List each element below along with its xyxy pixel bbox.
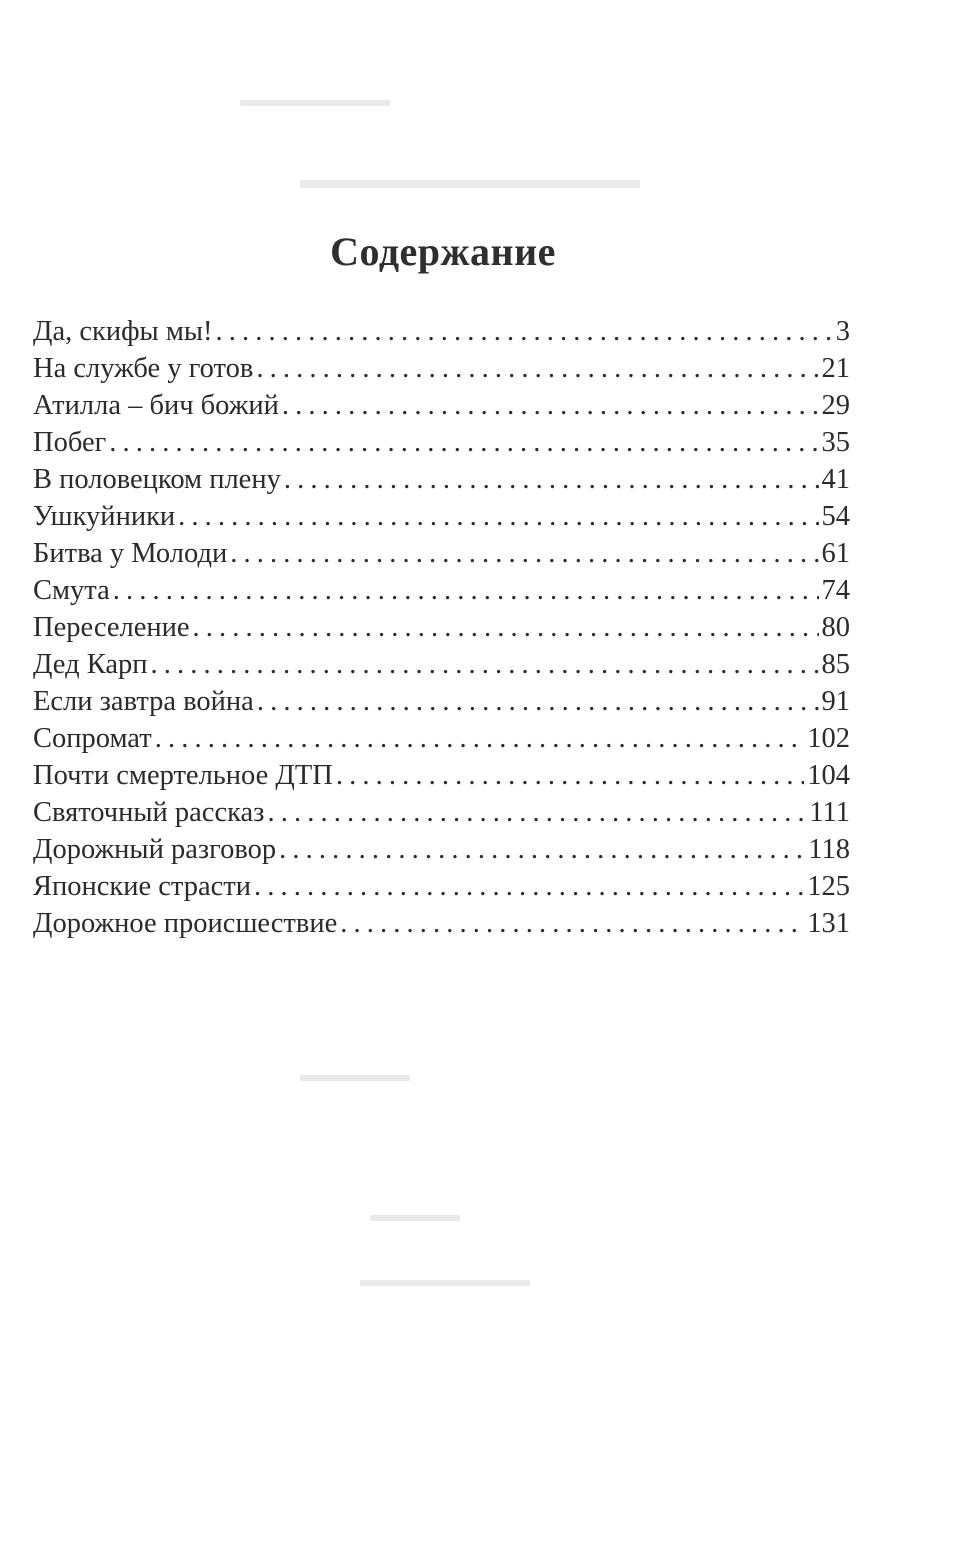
toc-entry <box>33 350 850 387</box>
toc-entry-page-number: 91 <box>821 686 850 717</box>
dot-leader <box>336 757 804 794</box>
toc-entry-page-number: 80 <box>821 612 850 643</box>
toc-entry <box>33 831 850 868</box>
toc-entry-page-number: 111 <box>809 797 850 828</box>
toc-entry-title: Дорожный разговор <box>33 834 277 865</box>
toc-entry-page-number: 74 <box>821 575 850 606</box>
toc-entry <box>33 794 850 831</box>
toc-entry <box>33 720 850 757</box>
toc-entry <box>33 905 850 942</box>
bleed-through-mark <box>300 180 640 188</box>
toc-entry <box>33 572 850 609</box>
toc-entry-page-number: 41 <box>821 464 850 495</box>
dot-leader <box>216 313 833 350</box>
dot-leader <box>282 387 819 424</box>
toc-entry-title: Дед Карп <box>33 649 148 680</box>
dot-leader <box>279 831 805 868</box>
toc-entry-title: Дорожное происшествие <box>33 908 338 939</box>
toc-entry-page-number: 131 <box>807 908 850 939</box>
toc-entry <box>33 424 850 461</box>
toc-entry-page-number: 29 <box>821 390 850 421</box>
toc-entry <box>33 535 850 572</box>
toc-entry <box>33 683 850 720</box>
toc-entry-title: Почти смертельное ДТП <box>33 760 333 791</box>
dot-leader <box>150 646 818 683</box>
toc-entry <box>33 498 850 535</box>
toc-entry <box>33 609 850 646</box>
toc-entry <box>33 646 850 683</box>
toc-entry-page-number: 104 <box>807 760 850 791</box>
toc-entry <box>33 387 850 424</box>
dot-leader <box>284 461 819 498</box>
dot-leader <box>113 572 819 609</box>
toc-entry-title: Сопромат <box>33 723 152 754</box>
toc-entry-title: Японские страсти <box>33 871 251 902</box>
toc-entry-title: Побег <box>33 427 107 458</box>
dot-leader <box>254 868 804 905</box>
toc-entry-page-number: 118 <box>808 834 850 865</box>
dot-leader <box>256 350 818 387</box>
toc-entry-title: В половецком плену <box>33 464 281 495</box>
dot-leader <box>340 905 804 942</box>
toc-entry-page-number: 21 <box>821 353 850 384</box>
dot-leader <box>267 794 806 831</box>
toc-entry-title: Битва у Молоди <box>33 538 228 569</box>
dot-leader <box>109 424 818 461</box>
dot-leader <box>257 683 819 720</box>
dot-leader <box>230 535 818 572</box>
table-of-contents <box>33 313 850 942</box>
toc-entry <box>33 461 850 498</box>
toc-entry-title: Ушкуйники <box>33 501 176 532</box>
toc-entry <box>33 757 850 794</box>
toc-entry-page-number: 35 <box>821 427 850 458</box>
toc-entry-page-number: 54 <box>821 501 850 532</box>
toc-entry-title: На службе у готов <box>33 353 254 384</box>
dot-leader <box>155 720 805 757</box>
bleed-through-mark <box>360 1280 530 1286</box>
toc-entry-page-number: 85 <box>821 649 850 680</box>
toc-entry-title: Переселение <box>33 612 190 643</box>
dot-leader <box>178 498 818 535</box>
toc-entry <box>33 313 850 350</box>
toc-entry-page-number: 102 <box>807 723 850 754</box>
dot-leader <box>193 609 819 646</box>
toc-entry-page-number: 3 <box>835 316 850 347</box>
toc-entry-title: Если завтра война <box>33 686 254 717</box>
toc-entry-page-number: 125 <box>807 871 850 902</box>
bleed-through-mark <box>300 1075 410 1081</box>
toc-entry-title: Атилла – бич божий <box>33 390 279 421</box>
toc-entry-title: Да, скифы мы! <box>33 316 213 347</box>
page-title: Содержание <box>330 229 556 274</box>
bleed-through-mark <box>240 100 390 106</box>
toc-entry-title: Смута <box>33 575 110 606</box>
bleed-through-mark <box>370 1215 460 1221</box>
toc-entry-page-number: 61 <box>821 538 850 569</box>
toc-entry <box>33 868 850 905</box>
toc-entry-title: Святочный рассказ <box>33 797 265 828</box>
